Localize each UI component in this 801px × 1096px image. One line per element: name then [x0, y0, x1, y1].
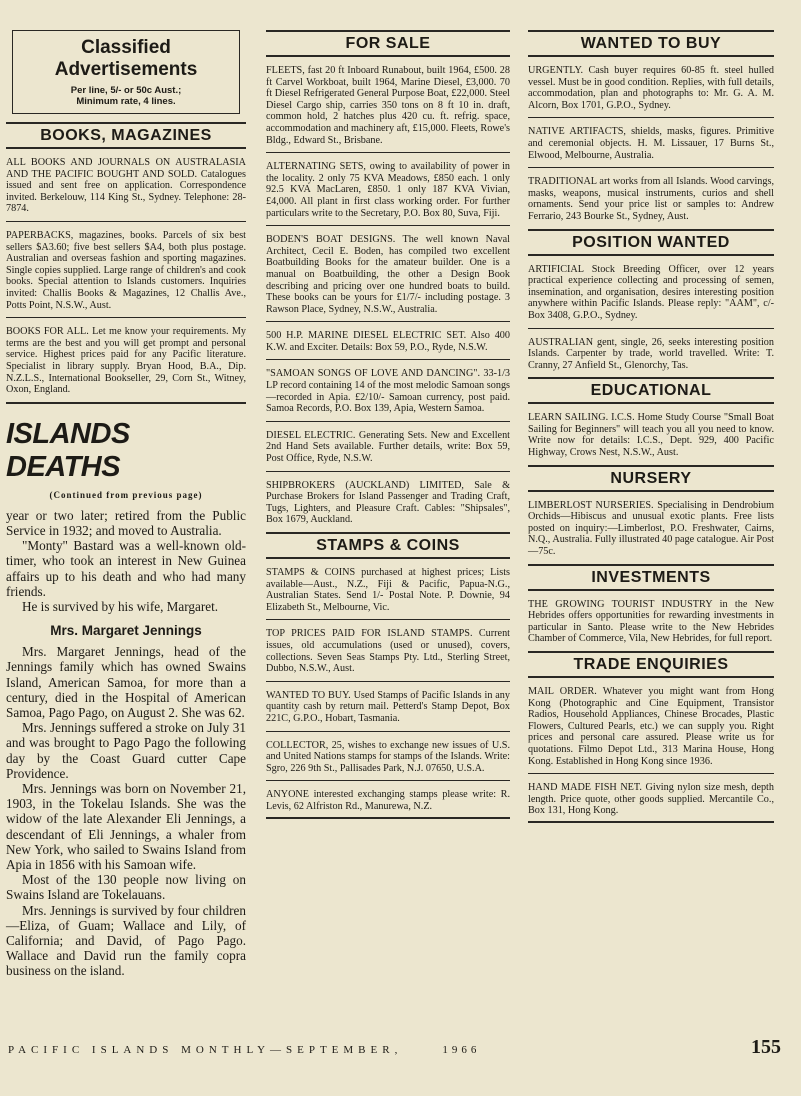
column-left: [6, 30, 246, 979]
ad-educational-1: LEARN SAILING. I.C.S. Home Study Course "Small Boat Sailing for Beginners" will teach you all you need to know. Write now for details: I.C.S., Dept. 929, 400 Pacific Highway, Crows Nest, N.S.W., Aust.: [528, 412, 774, 459]
footer-magazine: PACIFIC ISLANDS MONTHLY—SEPTEMBER,: [8, 1044, 403, 1056]
deaths-paragraph: Mrs. Jennings is survived by four children—Eliza, of Guam; Wallace and Lily, of California; and David, of Pago Pago. Wallace and David run the family copra business on the island.: [6, 902, 246, 979]
column-right: [528, 30, 774, 823]
ad-trade-2: HAND MADE FISH NET. Giving nylon size mesh, depth length. Price quote, other goods supplied. Mercantile Co., Box 131, Hong Kong.: [528, 782, 774, 817]
ad-wanted-3: TRADITIONAL art works from all Islands. Wood carvings, masks, weapons, musical instruments, curios and shell ornaments. Send your price list or samples to: Andrew Ferrario, 243 Bourke St., Sydney, Aust.: [528, 176, 774, 222]
divider: [528, 773, 774, 774]
ad-nursery-1: LIMBERLOST NURSERIES. Specialising in Dendrobium Orchids—Hibiscus and unusual exotic plants. Free lists posted on inquiry:—Limberlost, P.O. Freshwater, Cairns, N.Q., Australia. Fully illustrated 40 page catalogue. Air Post—75c.: [528, 499, 774, 558]
ad-stamps-1: STAMPS & COINS purchased at highest prices; Lists available—Aust., N.Z., Fiji & Pacific, Papua-N.G., Australian States. Send 1/- Postal Note. P. Downie, 94 Elizabeth St., Melbourne, Vic.: [266, 567, 510, 613]
deaths-paragraph: Mrs. Jennings was born on November 21, 1903, in the Tokelau Islands. She was the widow of the late Alexander Eli Jennings, a descendant of Eli Jennings, a whaler from New York, who sailed to Swains Island from Apia in 1856 with his Samoan wife.: [6, 780, 246, 872]
divider: [266, 817, 510, 819]
ad-for-sale-2: ALTERNATING SETS, owing to availability of power in the locality. 2 only 75 KVA Meadows, £850 each. 1 only 92.5 KVA MacLaren, £850. 1 only 187 KVA Vivian, £4,000. All plant in first class working order. For further particulars write to the Secretary, P.O. Box 80, Suva, Fiji.: [266, 161, 510, 219]
divider: [266, 359, 510, 360]
ad-wanted-1: URGENTLY. Cash buyer requires 60-85 ft. steel hulled vessel. Must be in good condition. Replies, with full details, accommodation, plan and photographs to: Mr. G. A. M. Alcorn, Box 1701, G.P.O., Sydney.: [528, 65, 774, 111]
section-heading-books: BOOKS, MAGAZINES: [6, 122, 246, 149]
ad-for-sale-3: BODEN'S BOAT DESIGNS. The well known Naval Architect, Cecil E. Boden, has compiled two excellent Boatbuilding Books for the amateur builder. One is a manual on Boatbuilding, the other a Design Book describing and pricing over one hundred boats to build. These books can be yours for £1/7/- including postage. 3 Rawson Place, Sydney, N.S.W., Australia.: [266, 234, 510, 315]
ad-stamps-5: ANYONE interested exchanging stamps please write: R. Levis, 62 Alfriston Rd., Manurewa, N.Z.: [266, 789, 510, 812]
section-heading-investments: INVESTMENTS: [528, 564, 774, 591]
divider: [266, 152, 510, 153]
divider: [6, 402, 246, 404]
divider: [528, 167, 774, 168]
classified-rate-line2: Minimum rate, 4 lines.: [76, 96, 176, 107]
footer-year: 1966: [442, 1044, 481, 1056]
section-heading-educational: EDUCATIONAL: [528, 377, 774, 404]
section-heading-nursery: NURSERY: [528, 465, 774, 492]
section-heading-stamps: STAMPS & COINS: [266, 532, 510, 559]
divider: [266, 421, 510, 422]
ad-investments-1: THE GROWING TOURIST INDUSTRY in the New Hebrides offers opportunities for rewarding investments in particular in Santo. Please write to the New Hebrides Chamber of Commerce, Vila, New Hebrides, for full report.: [528, 598, 774, 645]
page-number: 155: [751, 1036, 781, 1058]
divider: [528, 328, 774, 329]
deaths-paragraph: year or two later; retired from the Public Service in 1932; and moved to Australia.: [6, 507, 246, 538]
ad-stamps-2: TOP PRICES PAID FOR ISLAND STAMPS. Current issues, old accumulations (used or unused), covers, collections. Seven Seas Stamps Pty. Ltd., Sterling Street, Dubbo, N.S.W., Aust.: [266, 628, 510, 675]
divider: [528, 117, 774, 118]
deaths-paragraph: Mrs. Margaret Jennings, head of the Jennings family which has owned Swains Island, American Samoa, for more than a century, died in the Hospital of American Samoa, Pago Pago, on August 2. She was 62.: [6, 644, 246, 720]
divider: [266, 225, 510, 226]
classified-header-box: [12, 30, 240, 114]
ad-trade-1: MAIL ORDER. Whatever you might want from Hong Kong (Photographic and Cine Equipment, Transistor Radios, Household Appliances, Chinese Brocades, Plastic Flowers, Cultured Pearls, etc.) we can supply you. Right prices and personal care assured. Please write us for quotations. Filmo Depot Ltd., 313 Marina House, Hong Kong. Established in Hong Kong since 1936.: [528, 686, 774, 767]
divider: [266, 731, 510, 732]
ad-for-sale-1: FLEETS, fast 20 ft Inboard Runabout, built 1964, £500. 28 ft Carvel Workboat, built 1964, Marine Diesel, £3,000. 70 ft Diesel Refrigerated General Purpose Boat, £22,000. Steel Diesel Cargo ship, carries 350 tons on 8 ft 10 in. draft, common hold, 2 hatches plus 420 cu. ft. refrig. space, accommodation and machinery aft, £15,000. Fleets, Rowe's Bldg., Edward St., Brisbane.: [266, 65, 510, 146]
divider: [266, 471, 510, 472]
section-heading-trade: TRADE ENQUIRIES: [528, 651, 774, 678]
deaths-paragraph: "Monty" Bastard was a well-known old-timer, who took an interest in New Guinea affairs up to his death and who had many friends.: [6, 538, 246, 599]
islands-deaths-title: ISLANDS DEATHS: [6, 417, 130, 483]
divider: [6, 221, 246, 222]
divider: [266, 321, 510, 322]
divider: [6, 317, 246, 318]
ad-books-1: ALL BOOKS AND JOURNALS ON AUSTRALASIA AND THE PACIFIC BOUGHT AND SOLD. Catalogues issued and sent free on application. Correspondence invited. Berkelouw, 114 King St., Sydney. Telephone: 28-7874.: [6, 157, 246, 215]
deaths-paragraph: He is survived by his wife, Margaret.: [22, 598, 219, 614]
ad-for-sale-7: SHIPBROKERS (AUCKLAND) LIMITED, Sale & Purchase Brokers for Island Passenger and Trading Craft, Tugs, Lighters, and Pleasure Craft. Cables: "Shipsales", Box 1679, Auckland.: [266, 479, 510, 526]
ad-for-sale-4: 500 H.P. MARINE DIESEL ELECTRIC SET. Also 400 K.W. and Exciter. Details: Box 59, P.O., Ryde, N.S.W.: [266, 330, 510, 353]
deaths-paragraph: Most of the 130 people now living on Swains Island are Tokelauans.: [6, 872, 246, 903]
section-heading-wanted: WANTED TO BUY: [528, 30, 774, 57]
ad-stamps-4: COLLECTOR, 25, wishes to exchange new issues of U.S. and United Nations stamps for stamps of the Islands. Write: Sgro, 226 9th St., Pallisades Park, N.J. 07650, U.S.A.: [266, 739, 510, 774]
divider: [528, 821, 774, 823]
ad-position-1: ARTIFICIAL Stock Breeding Officer, over 12 years practical experience collecting and processing of semen, insemination, and organisation, desires interesting position anywhere within Pacific Islands. Please reply: "AAM", c/- Box 3408, G.P.O., Sydney.: [528, 263, 774, 321]
divider: [266, 780, 510, 781]
deaths-paragraph: Mrs. Jennings suffered a stroke on July 31 and was brought to Pago Pago the following day by the Coast Guard cutter Cape Providence.: [6, 720, 246, 781]
divider: [266, 619, 510, 620]
obituary-subheading: Mrs. Margaret Jennings: [50, 623, 202, 639]
ad-position-2: AUSTRALIAN gent, single, 26, seeks interesting position Islands. Carpenter by trade, world travelled. Write: T. Cranny, 27 Anfield St., Glenorchy, Tas.: [528, 336, 774, 371]
classified-title: Classified Advertisements: [54, 37, 198, 80]
page-footer: [8, 1036, 781, 1059]
ad-for-sale-6: DIESEL ELECTRIC. Generating Sets. New and Excellent 2nd Hand Sets available. Further details, write: Box 59, Post Office, Ryde, N.S.W.: [266, 429, 510, 465]
continued-note: (Continued from previous page): [49, 489, 203, 500]
ad-books-3: BOOKS FOR ALL. Let me know your requirements. My terms are the best and you will get prompt and personal service. Highest prices paid for any Pacific literature. Specialist in library supply. Bryan Hood, B.A., Dip. N.Z.L.S., International Bookseller, 29, Corn St., Witney, Oxon, England.: [6, 326, 246, 396]
classified-rate-line1: Per line, 5/- or 50c Aust.;: [70, 85, 182, 96]
section-heading-for-sale: FOR SALE: [266, 30, 510, 57]
ad-books-2: PAPERBACKS, magazines, books. Parcels of six best sellers $A3.60; five best sellers $A4, both plus postage. Australian and overseas fashion and sporting magazines. Single copies supplied. Large range of children's and cook books. Special attention to Islands customers. Inquiries invited: Challis Books & Magazines, 12 Challis Ave., Potts Point, N.S.W., Aust.: [6, 229, 246, 311]
ad-stamps-3: WANTED TO BUY. Used Stamps of Pacific Islands in any quantity cash by return mail. Petterd's Stamp Depot, Box 221C, G.P.O., Hobart, Tasmania.: [266, 689, 510, 724]
divider: [266, 681, 510, 682]
ad-for-sale-5: "SAMOAN SONGS OF LOVE AND DANCING". 33-1/3 LP record containing 14 of the most melodic Samoan songs—recorded in Apia. £2/10/- Samoan currency, post paid. Samoa Records, P.O. Box 139, Apia, Western Samoa.: [266, 368, 510, 415]
section-heading-position: POSITION WANTED: [528, 229, 774, 256]
ad-wanted-2: NATIVE ARTIFACTS, shields, masks, figures. Primitive and ceremonial objects. H. M. Lissauer, 17 Burns St., Elwood, Melbourne, Australia.: [528, 126, 774, 161]
column-middle: [266, 30, 510, 819]
